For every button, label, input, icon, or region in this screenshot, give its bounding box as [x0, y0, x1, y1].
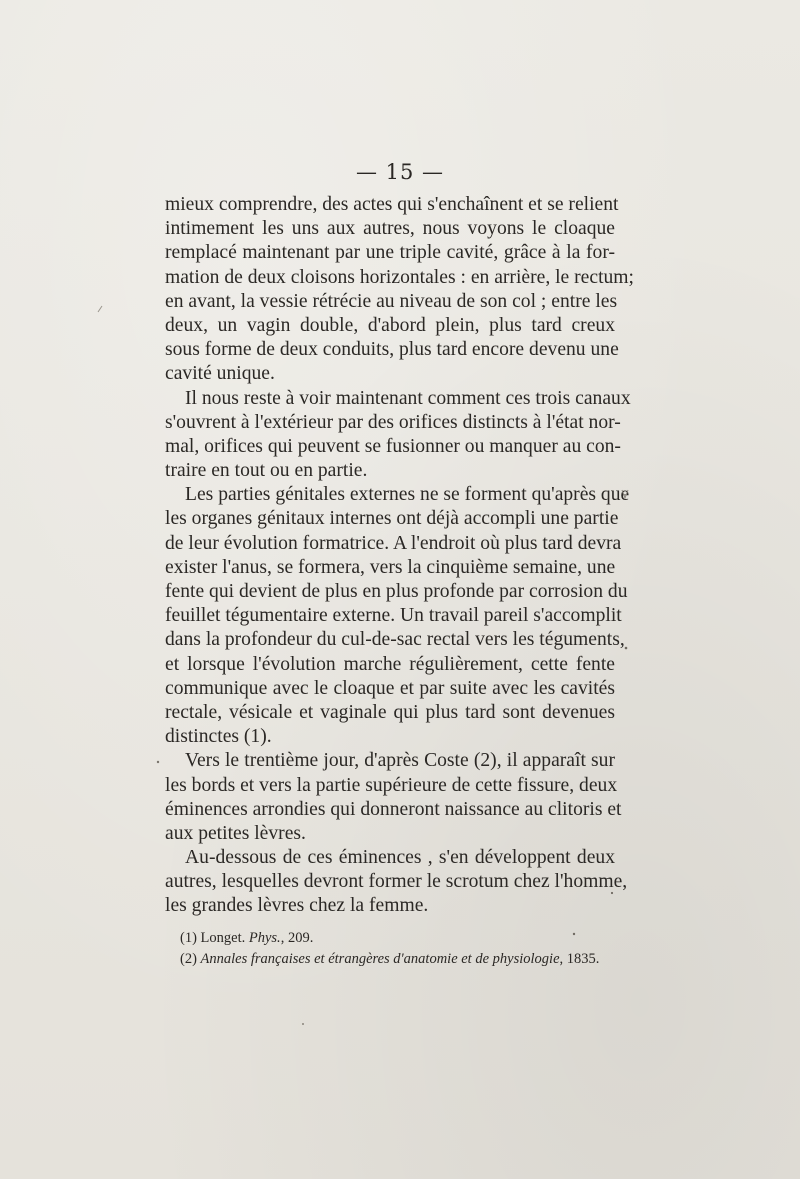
body-text	[165, 193, 634, 919]
text-line: de leur évolution formatrice. A l'endroit où plus tard devra	[165, 532, 622, 554]
text-line: distinctes (1).	[165, 726, 272, 748]
text-line: sous forme de deux conduits, plus tard encore devenu une	[165, 339, 619, 361]
footnote-text: , 1835.	[559, 951, 600, 967]
footnote-1	[180, 928, 620, 949]
text-line: exister l'anus, se formera, vers la cinquième semaine, une	[165, 556, 616, 578]
text-line: traire en tout ou en partie.	[165, 460, 368, 482]
paragraph-1	[165, 193, 634, 387]
text-line: Au-dessous de ces éminences , s'en développent deux	[185, 847, 615, 869]
text-line: deux, un vagin double, d'abord plein, plus tard creux	[165, 314, 615, 336]
text-line: Vers le trentième jour, d'après Coste (2), il apparaît sur	[185, 750, 615, 772]
paragraph-5	[165, 846, 628, 919]
text-line: les bords et vers la partie supérieure de cette fissure, deux	[165, 774, 618, 796]
paragraph-4	[165, 749, 622, 846]
text-line: dans la profondeur du cul-de-sac rectal vers les téguments,	[165, 629, 625, 651]
text-line: cavité unique.	[165, 363, 275, 385]
footnote-2	[180, 949, 620, 970]
text-line: mal, orifices qui peuvent se fusionner ou manquer au con-	[165, 435, 621, 457]
paragraph-3	[165, 483, 630, 749]
footnote-text: , 209.	[280, 930, 314, 946]
paragraph-2	[165, 387, 631, 484]
page-number: — 15 —	[355, 160, 445, 184]
text-line: les organes génitaux internes ont déjà accompli une partie	[165, 508, 619, 530]
text-line: mation de deux cloisons horizontales : en arrière, le rectum;	[165, 266, 634, 288]
speck	[625, 647, 628, 650]
margin-mark	[98, 306, 102, 312]
text-line: rectale, vésicale et vaginale qui plus tard sont devenues	[165, 701, 615, 723]
speck	[157, 761, 159, 763]
text-line: autres, lesquelles devront former le scrotum chez l'homme,	[165, 871, 628, 893]
footnotes	[180, 928, 620, 970]
footnote-text: Longet.	[200, 930, 249, 946]
text-line: Il nous reste à voir maintenant comment ces trois canaux	[185, 387, 631, 409]
text-line: aux petites lèvres.	[165, 822, 306, 844]
text-line: en avant, la vessie rétrécie au niveau de son col ; entre les	[165, 290, 618, 312]
text-line: remplacé maintenant par une triple cavité, grâce à la for-	[165, 242, 615, 264]
footnote-mark: (1)	[180, 930, 197, 946]
text-line: mieux comprendre, des actes qui s'enchaînent et se relient	[165, 194, 619, 215]
speck	[302, 1023, 304, 1025]
text-line: fente qui devient de plus en plus profonde par corrosion du	[165, 581, 628, 602]
text-line: et lorsque l'évolution marche régulièrement, cette fente	[165, 653, 615, 675]
text-line: communique avec le cloaque et par suite avec les cavités	[165, 677, 615, 699]
footnote-italic: Phys.	[248, 930, 281, 946]
text-line: intimement les uns aux autres, nous voyons le cloaque	[165, 218, 615, 240]
text-line: les grandes lèvres chez la femme.	[165, 895, 429, 917]
text-line: s'ouvrent à l'extérieur par des orifices distincts à l'état nor-	[165, 411, 621, 433]
footnote-italic: Annales françaises et étrangères d'anatomie et de physiologie	[200, 951, 560, 967]
footnote-mark: (2)	[180, 951, 197, 967]
text-line: feuillet tégumentaire externe. Un travail pareil s'accomplit	[165, 605, 622, 627]
text-line: éminences arrondies qui donneront naissance au clitoris et	[165, 798, 622, 820]
text-line: Les parties génitales externes ne se forment qu'après que	[185, 484, 630, 506]
